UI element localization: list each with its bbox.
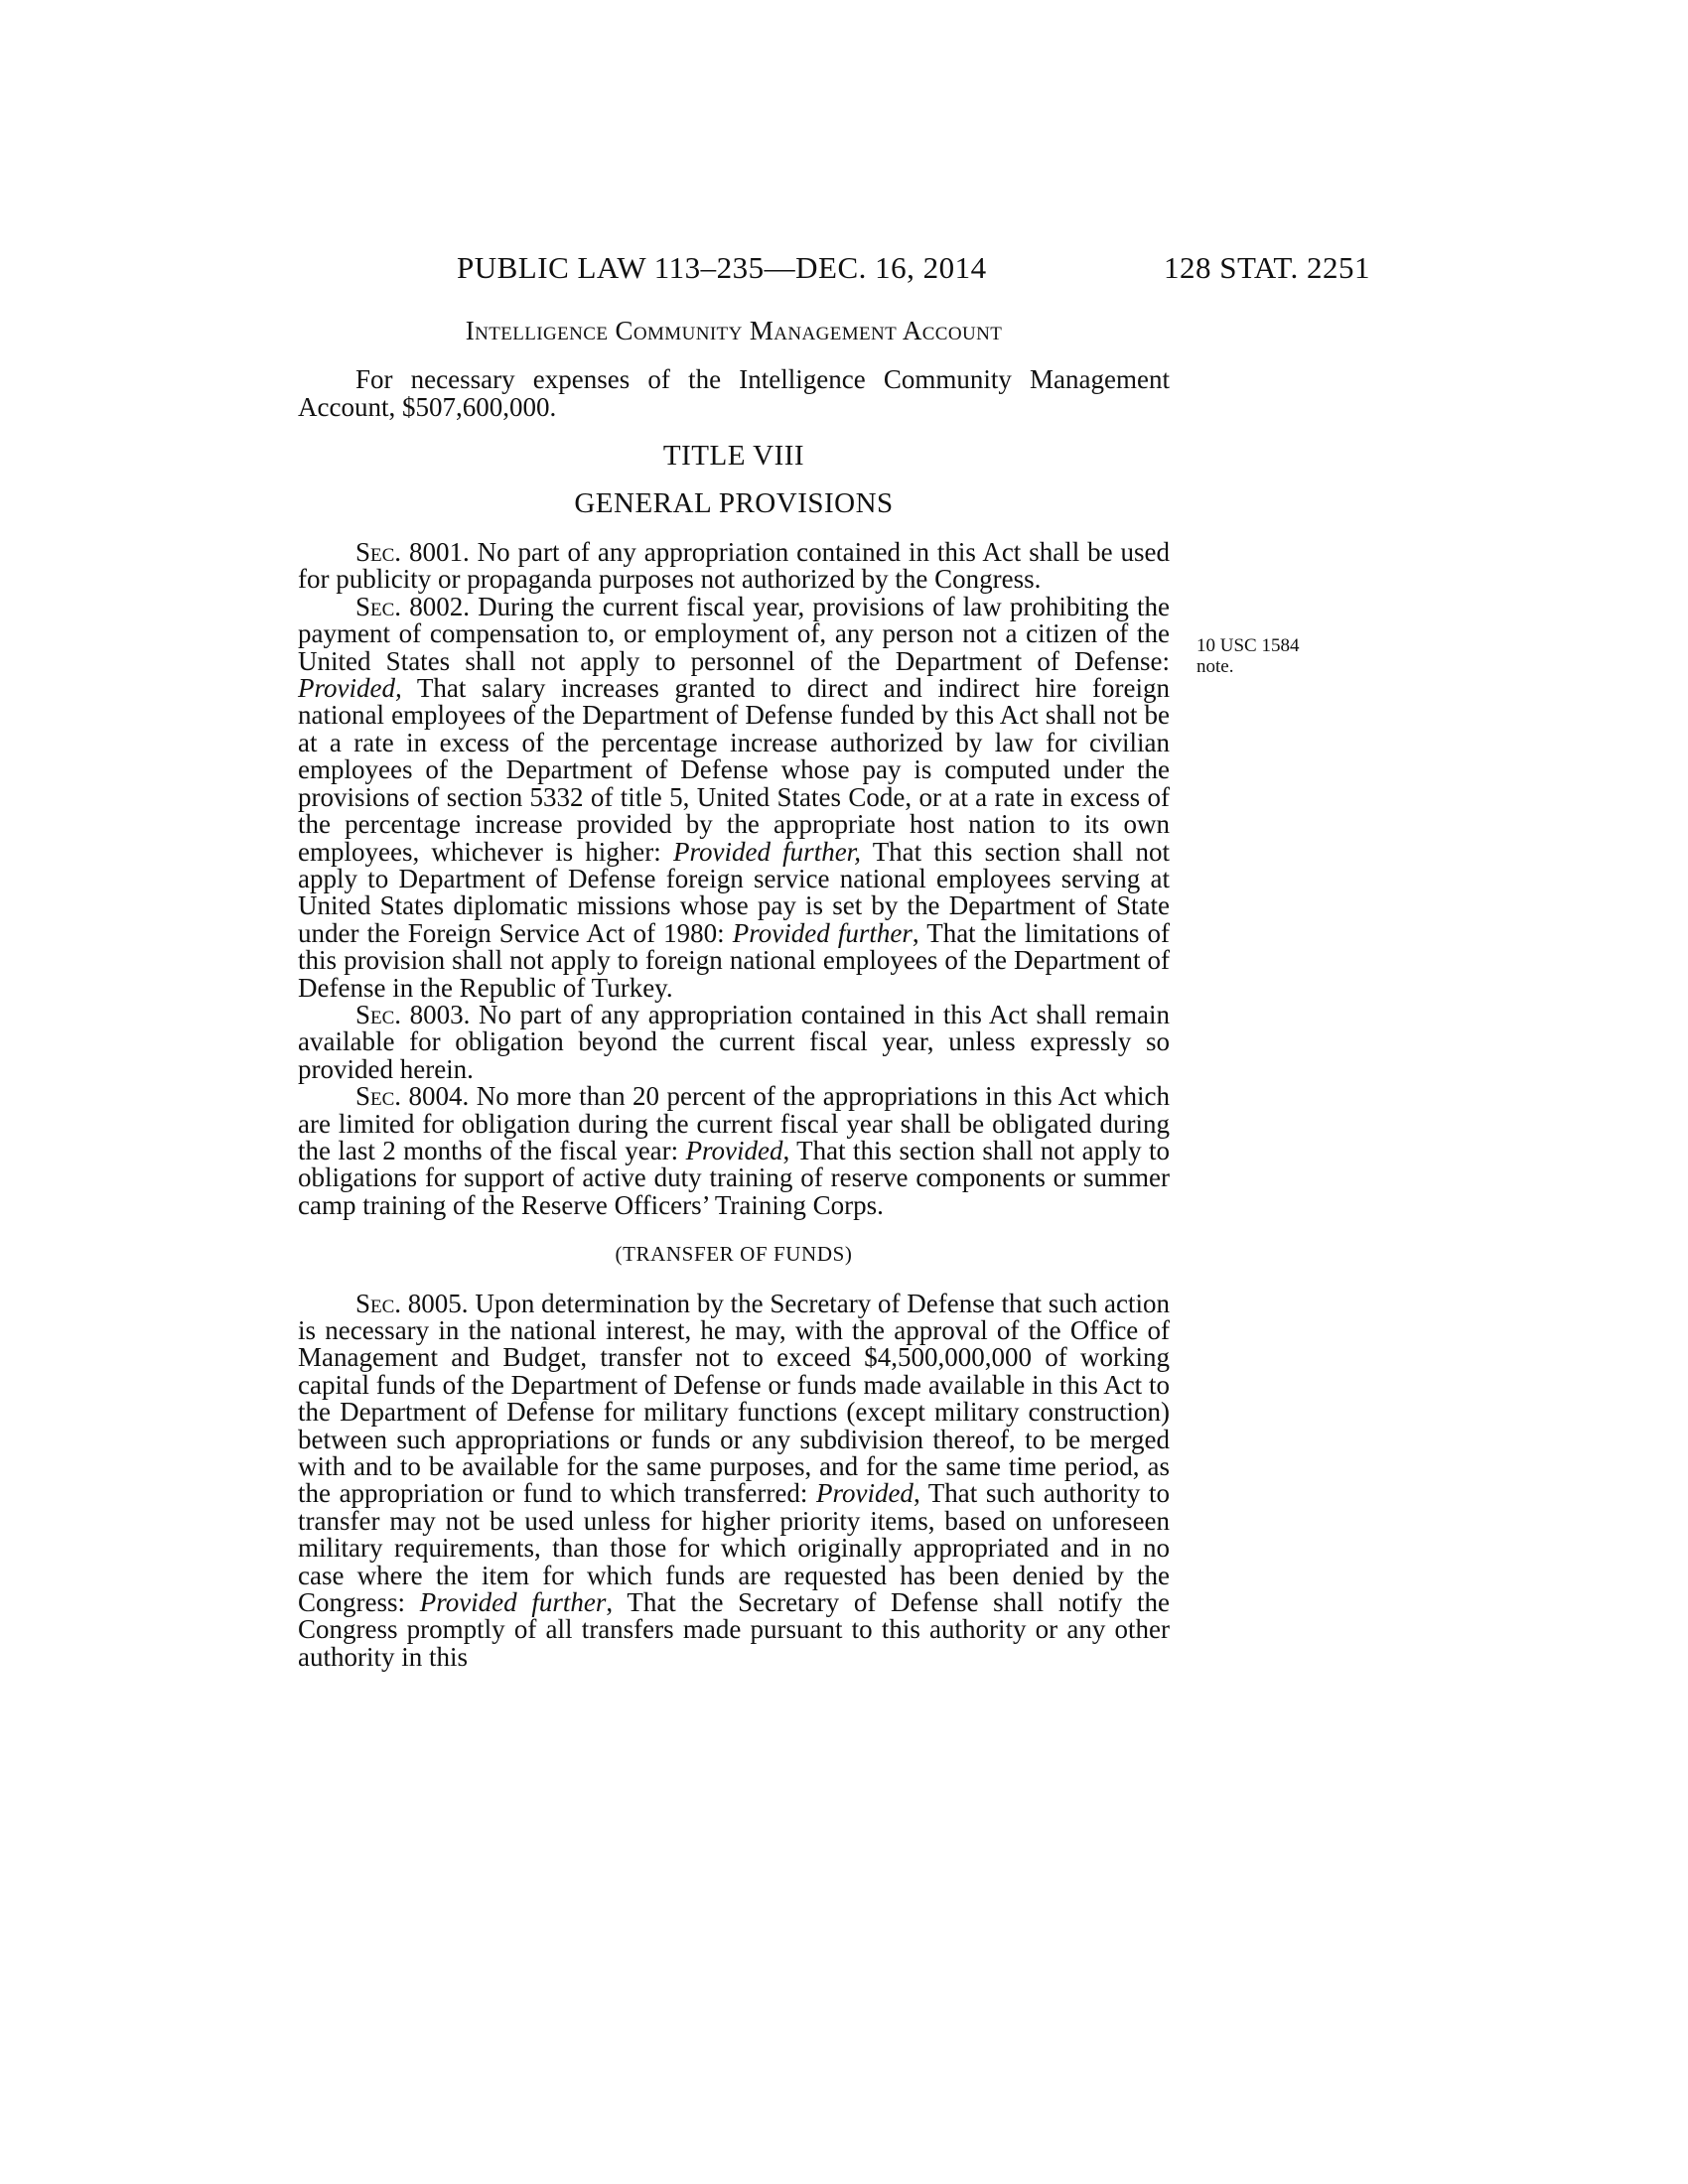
section-text: That this section shall not apply to Department of Defense foreign service national employees serving at United States diplomatic missions whose pay is set by the Department of State under the Foreign Service Act of 1980: [298,836,1170,948]
section-8002 [298,591,1171,1003]
proviso-italic: Provided [815,1478,914,1509]
margin-note-line: 10 USC 1584 [1196,635,1300,656]
section-label: Sec. 8002. [355,591,470,621]
body-column [298,318,1170,1671]
margin-note-line: note. [1196,656,1234,677]
section-text: No part of any appropriation contained in this Act shall remain available for obligation beyond the current fiscal year, unless expressly so provided herein. [298,999,1171,1084]
proviso-italic: Provided, [298,673,402,704]
proviso-italic: Provided further, [673,836,861,867]
proviso-italic: Provided further [419,1587,607,1618]
transfer-of-funds-heading: (TRANSFER OF FUNDS) [615,1242,853,1267]
section-text: , That this section shall not apply to obligations for support of active duty training of reserve components or summer camp training of the Reserve Officers’ Training Corps. [298,1135,1170,1220]
section-text: , That the Secretary of Defense shall notify the Congress promptly of all transfers made pursuant to this authority or any other authority in this [298,1587,1171,1672]
proviso-italic: Provided [685,1135,783,1165]
section-text: No part of any appropriation contained in this Act shall be used for publicity or propaganda purposes not authorized by the Congress. [298,537,1171,595]
proviso-italic: Provided further [732,917,913,948]
icma-heading: Intelligence Community Management Account [465,316,1003,345]
margin-note-usc-citation [1196,635,1299,677]
icma-paragraph: For necessary expenses of the Intelligence Community Management Account, $507,600,000. [298,364,1170,422]
running-header [298,250,1370,290]
title-name: GENERAL PROVISIONS [574,486,894,519]
section-label: Sec. 8005. [355,1288,469,1318]
title-number: TITLE VIII [662,440,805,473]
section-text: Upon determination by the Secretary of Defense that such action is necessary in the national interest, he may, with the approval of the Office of Management and Budget, transfer not to exceed $4,500,000,000 of working capital funds of the Department of Defense or funds made available in this Act to the Department of Defense for military functions (except military construction) between such appropriations or funds or any subdivision thereof, to be merged with and to be available for the same purposes, and for the same time period, as the appropriation or fund to which transferred: [298,1288,1171,1509]
section-label: Sec. 8001. [355,537,470,568]
section-label: Sec. 8004. [355,1081,470,1112]
section-text: No more than 20 percent of the appropriations in this Act which are limited for obligation during the current fiscal year shall be obligated during the last 2 months of the fiscal year: [298,1081,1170,1165]
section-text: That salary increases granted to direct and indirect hire foreign national employees of the Department of Defense funded by this Act shall not be at a rate in excess of the percentage increase authorized by law for civilian employees of the Department of Defense whose pay is computed under the provisions of section 5332 of title 5, United States Code, or at a rate in excess of the percentage increase provided by the appropriate host nation to its own employees, whichever is higher: [298,673,1170,867]
section-8001 [298,539,1170,594]
public-law-citation: PUBLIC LAW 113–235—DEC. 16, 2014 [457,250,987,285]
section-8003 [298,999,1171,1084]
section-text: , That the limitations of this provision shall not apply to foreign national employees of the Department of Defense in the Republic of Turkey. [298,917,1171,1003]
section-8004 [298,1083,1170,1219]
section-text: During the current fiscal year, provisions of law prohibiting the payment of compensation to, or employment of, any person not a citizen of the United States shall not apply to personnel of the Department of Defense: [298,591,1170,676]
section-label: Sec. 8003. [355,999,471,1029]
statute-page-number: 128 STAT. 2251 [1163,250,1370,285]
section-8005 [298,1288,1171,1672]
section-text: , That such authority to transfer may not be used unless for higher priority items, based on unforeseen military requirements, than those for which originally appropriated and in no case where the item for which funds are requested has been denied by the Congress: [298,1478,1171,1618]
